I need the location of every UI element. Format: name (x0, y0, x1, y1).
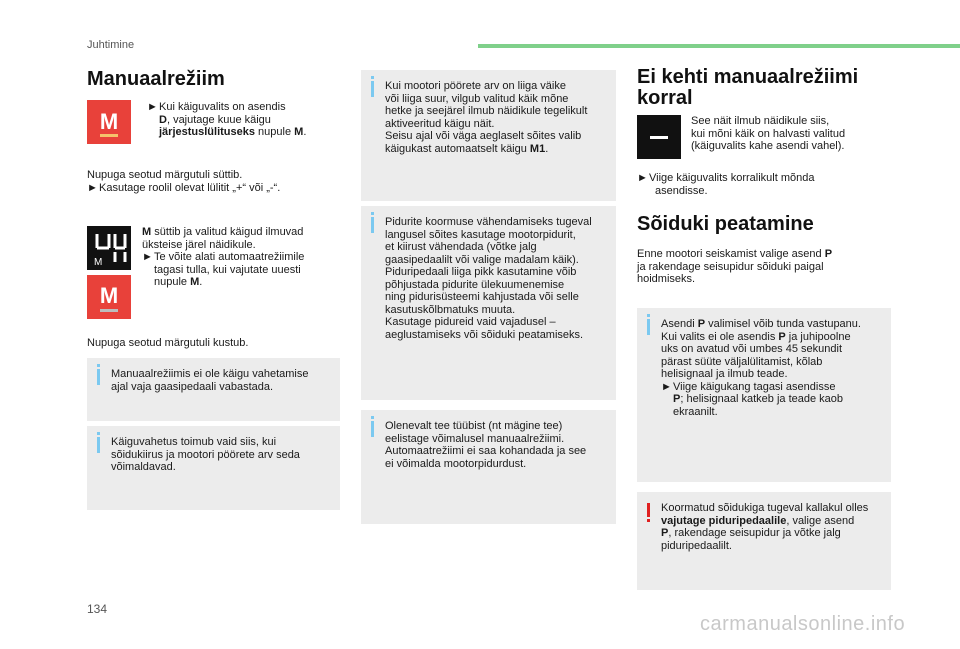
info-icon (371, 81, 374, 97)
p3-text: M süttib ja valitud käigud ilmuvad üksteise järel näidikule. ►Te võite alati automaatrežiimile tagasi tulla, kui vajutate uuesti nupule M. (142, 226, 305, 288)
digital-display-icon (87, 226, 131, 270)
not-manual-title: Ei kehti manuaalrežiimi korral (637, 66, 859, 109)
info-box: Asendi P valimisel võib tunda vastupanu. Kui valits ei ole asendis P ja juhipoolne uks on avatud või umbes 45 sekundit pärast süüte väljalülitamist, kõlab helisignaal ja ilmub teade. ►Viige käigukang tagasi asendisse P; helisignaal katkeb ja teade kaob ekraanilt. (637, 308, 891, 482)
warning-icon (647, 503, 650, 517)
m-button-icon (87, 275, 131, 319)
info-icon (647, 319, 650, 335)
p4-text: Nupuga seotud märgutuli kustub. (87, 337, 249, 349)
stopping-title: Sõiduki peatamine (637, 213, 814, 235)
p-display-text: See näit ilmub näidikule siis, kui mõni käik on halvasti valitud (käiguvalits kahe asendi vahel). (691, 115, 846, 152)
bullet-icon: ► (637, 172, 648, 184)
bullet-icon: ► (87, 181, 98, 194)
info-box: Käiguvahetus toimub vaid siis, kui sõidukiirus ja mootori pöörete arv seda võimaldavad. (87, 426, 340, 510)
watermark: carmanualsonline.info (700, 613, 906, 635)
header-accent-line (478, 44, 960, 48)
p-stopping-text: Enne mootori seiskamist valige asend P ja rakendage seisupidur sõiduki paigal hoidmiseks. (637, 248, 833, 285)
info-icon (97, 437, 100, 453)
section-header: Juhtimine (87, 39, 135, 51)
info-icon (371, 217, 374, 233)
svg-text:M: M (94, 257, 103, 268)
info-box: Pidurite koormuse vähendamiseks tugeval langusel sõites kasutage mootorpidurit, et kiirust vähendada (võtke jalg gaasipedaalilt või valige madalam käik). Piduripedaali liiga pikk kasutamine võib põhjustada pidurite ülekuumenemise ning pidurisüsteemi kahjustada või selle kasutuskõlbmatuks muuta. Kasutage pidureid vaid vajadusel – aeglustamiseks või sõiduki peatamiseks. (361, 206, 616, 400)
svg-text:M: M (99, 283, 119, 308)
bullet-icon: ► (147, 101, 158, 113)
info-box: Olenevalt tee tüübist (nt mägine tee) eelistage võimalusel manuaalrežiimi. Automaatrežiimi ei saa kohandada ja see ei võimalda mootorpidurdust. (361, 410, 616, 524)
info-icon (97, 369, 100, 385)
dash-display-icon (637, 115, 681, 159)
p-select-text: ►Viige käiguvalits korralikult mõnda asendisse. (637, 172, 815, 197)
bullet-icon: ► (142, 251, 153, 263)
svg-text:M: M (99, 109, 119, 134)
info-icon (371, 421, 374, 437)
p1-text: ►Kui käiguvalits on asendis D, vajutage kuue käigu järjestuslülituseks nupule M. (147, 101, 307, 138)
manual-mode-title: Manuaalrežiim (87, 68, 225, 90)
page-number: 134 (87, 602, 108, 616)
m-button-icon (87, 100, 131, 144)
bullet-icon: ► (661, 380, 672, 393)
info-box: Manuaalrežiimis ei ole käigu vahetamise ajal vaja gaasipedaali vabastada. (87, 358, 340, 421)
p2-text: Nupuga seotud märgutuli süttib. ►Kasutage roolil olevat lülitit „+“ või „-“. (87, 169, 281, 194)
warning-box: Koormatud sõidukiga tugeval kallakul olles vajutage piduripedaalile, valige asend P, rakendage seisupidur ja võtke jalg piduripedaalilt. (637, 492, 891, 590)
info-box: Kui mootori pöörete arv on liiga väike või liiga suur, vilgub valitud käik mõne hetke ja seejärel ilmub näidikule tegelikult aktiveeritud käigu näit. Seisu ajal või väga aeglaselt sõites valib käigukast automaatselt käigu M1. (361, 70, 616, 201)
